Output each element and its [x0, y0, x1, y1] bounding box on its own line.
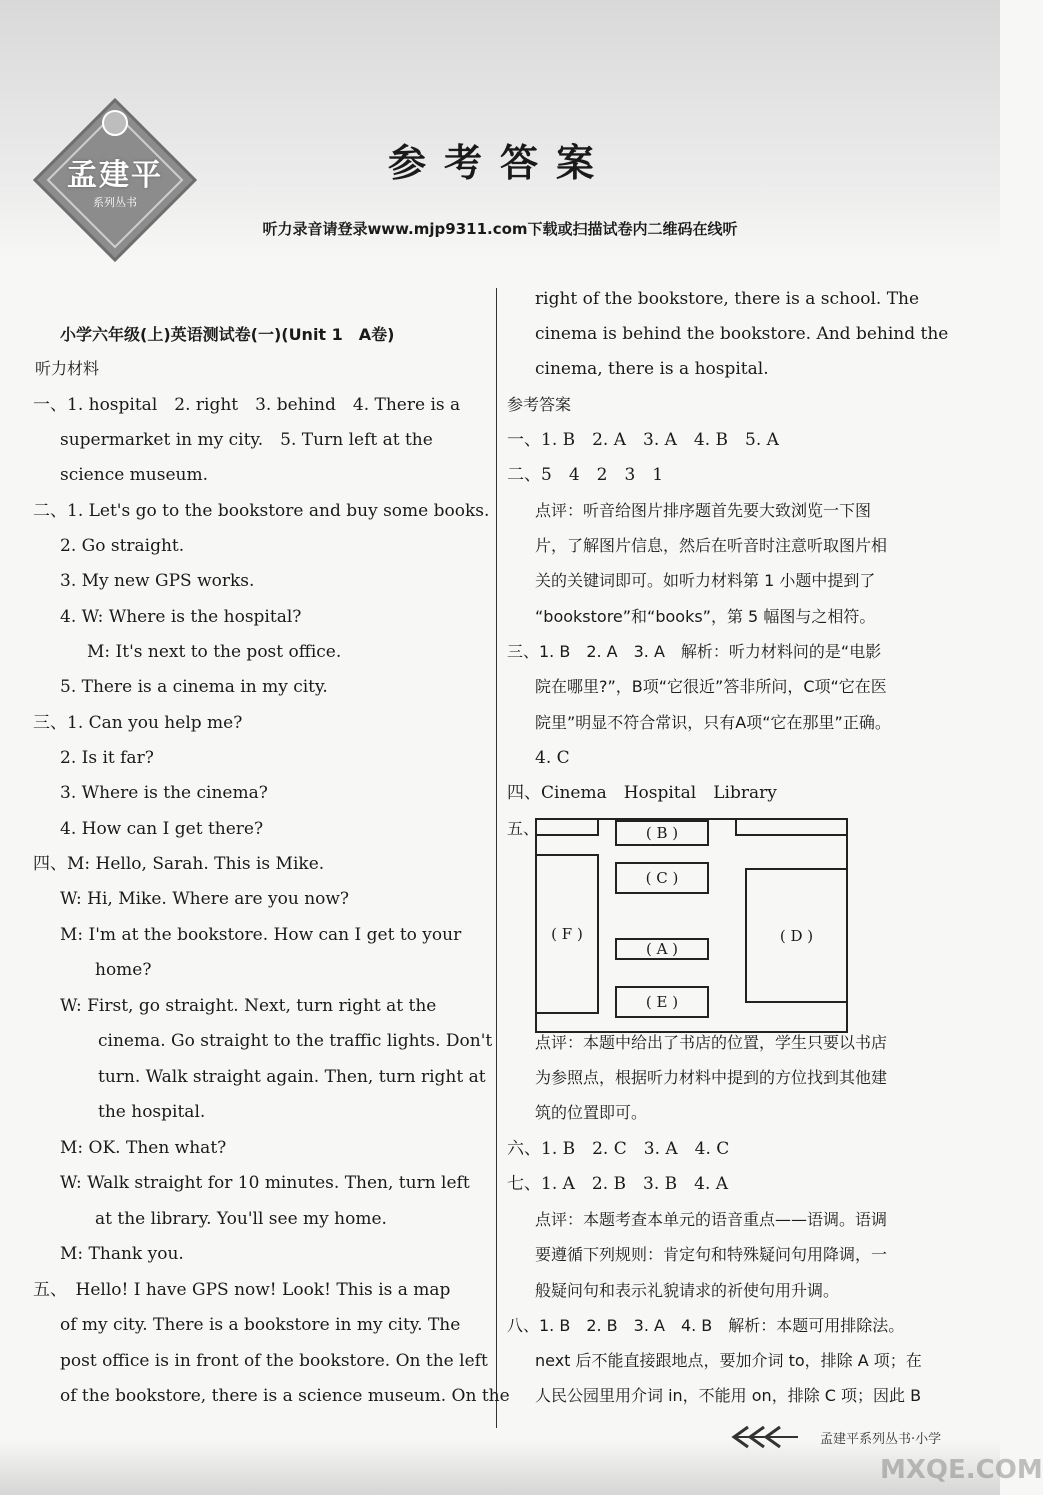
answer-8: next 后不能直接跟地点，要加介词 to，排除 A 项；在: [535, 1351, 922, 1370]
left-line: M: It's next to the post office.: [87, 642, 342, 662]
page-subtitle: 听力录音请登录www.mjp9311.com下载或扫描试卷内二维码在线听: [262, 220, 738, 238]
logo-subtitle: 系列丛书: [93, 196, 137, 209]
diagram-box-c: [615, 862, 709, 894]
left-line: 2. Go straight.: [60, 536, 185, 556]
left-line: cinema. Go straight to the traffic lights. Don't: [98, 1031, 493, 1051]
answer-label: 参考答案: [507, 395, 572, 414]
answer-8: 人民公园里用介词 in，不能用 on，排除 C 项；因此 B: [535, 1386, 922, 1405]
answer-7: 七、1. A 2. B 3. B 4. A: [507, 1174, 729, 1194]
right-line: right of the bookstore, there is a school. The: [535, 289, 920, 309]
answer-3: 4. C: [535, 748, 570, 768]
column-divider: [496, 288, 497, 1428]
left-line: the hospital.: [98, 1102, 206, 1122]
answer-5-label: 五、: [507, 819, 540, 838]
label-f: ( F ): [551, 925, 583, 943]
left-line: turn. Walk straight again. Then, turn right at: [98, 1067, 486, 1087]
watermark: MXQE.COM: [880, 1455, 1043, 1485]
right-line: cinema, there is a hospital.: [535, 359, 769, 379]
diagram-box-f: [535, 854, 599, 1014]
left-line: W: First, go straight. Next, turn right at the: [60, 996, 437, 1016]
comment-2: “bookstore”和“books”，第 5 幅图与之相符。: [535, 607, 876, 626]
answer-3: 三、1. B 2. A 3. A 解析：听力材料问的是“电影: [507, 642, 882, 661]
comment-2: 片，了解图片信息，然后在听音时注意听取图片相: [535, 536, 888, 555]
left-line: of my city. There is a bookstore in my city. The: [60, 1315, 461, 1335]
label-d: ( D ): [779, 926, 814, 945]
diagram-box-d: [745, 868, 848, 1003]
left-line: at the library. You'll see my home.: [95, 1209, 387, 1229]
label-a: ( A ): [645, 940, 679, 958]
label-c: ( C ): [645, 869, 679, 887]
left-line: home?: [95, 960, 152, 980]
answer-3: 院在哪里?”，B项“它很近”答非所问，C项“它在医: [535, 677, 887, 696]
left-line: M: OK. Then what?: [60, 1138, 227, 1158]
left-line: 3. Where is the cinema?: [60, 783, 268, 803]
comment-7: 要遵循下列规则：肯定句和特殊疑问句用降调，一: [535, 1245, 888, 1264]
left-line: 一、1. hospital 2. right 3. behind 4. There is a: [33, 395, 461, 415]
left-line: of the bookstore, there is a science museum. On the: [60, 1386, 510, 1406]
comment-5: 筑的位置即可。: [535, 1103, 648, 1122]
comment-5: 点评：本题中给出了书店的位置，学生只要以书店: [535, 1033, 888, 1052]
left-line: 二、1. Let's go to the bookstore and buy some books.: [33, 501, 490, 521]
left-line: post office is in front of the bookstore. On the left: [60, 1351, 488, 1371]
comment-7: 般疑问句和表示礼貌请求的祈使句用升调。: [535, 1281, 840, 1300]
comment-2: 关的关键词即可。如听力材料第 1 小题中提到了: [535, 571, 876, 590]
logo-name: 孟建平: [67, 158, 163, 193]
comment-2: 点评：听音给图片排序题首先要大致浏览一下图: [535, 501, 872, 520]
left-line: 5. There is a cinema in my city.: [60, 677, 328, 697]
left-line: M: Thank you.: [60, 1244, 184, 1264]
section-title: 小学六年级(上)英语测试卷(一)(Unit 1 A卷): [60, 325, 395, 344]
right-line: cinema is behind the bookstore. And behind the: [535, 324, 949, 344]
left-line: 四、M: Hello, Sarah. This is Mike.: [33, 854, 325, 874]
arrows-icon: [728, 1425, 798, 1449]
answer-3: 院里”明显不符合常识，只有A项“它在那里”正确。: [535, 713, 891, 732]
left-line: W: Hi, Mike. Where are you now?: [60, 889, 350, 909]
answer-6: 六、1. B 2. C 3. A 4. C: [507, 1139, 730, 1159]
left-line: M: I'm at the bookstore. How can I get to your: [60, 925, 462, 945]
left-line: W: Walk straight for 10 minutes. Then, turn left: [60, 1173, 470, 1193]
label-e: ( E ): [645, 993, 679, 1011]
left-line: science museum.: [60, 465, 209, 485]
diagram-box-b: [615, 820, 709, 846]
footer-band: [0, 1440, 1000, 1495]
left-line: 2. Is it far?: [60, 748, 154, 768]
left-line: 4. How can I get there?: [60, 819, 264, 839]
left-line: 三、1. Can you help me?: [33, 713, 243, 733]
diagram-box-e: [615, 986, 709, 1018]
comment-7: 点评：本题考查本单元的语音重点——语调。语调: [535, 1210, 888, 1229]
map-diagram: [535, 818, 848, 1033]
left-line: supermarket in my city. 5. Turn left at the: [60, 430, 433, 450]
page-title: 参考答案: [387, 141, 612, 185]
footer-brand: 孟建平系列丛书·小学: [820, 1432, 942, 1447]
answer-1: 一、1. B 2. A 3. A 4. B 5. A: [507, 430, 779, 450]
material-label: 听力材料: [35, 359, 100, 378]
left-line: 4. W: Where is the hospital?: [60, 607, 302, 627]
answer-8: 八、1. B 2. B 3. A 4. B 解析：本题可用排除法。: [507, 1316, 905, 1335]
diagram-box-a: [615, 938, 709, 960]
answer-4: 四、Cinema Hospital Library: [507, 783, 777, 803]
diagram-box: [735, 818, 848, 836]
comment-5: 为参照点，根据听力材料中提到的方位找到其他建: [535, 1068, 888, 1087]
left-line: 五、 Hello! I have GPS now! Look! This is a map: [33, 1280, 451, 1300]
diagram-box: [535, 818, 599, 836]
left-line: 3. My new GPS works.: [60, 571, 255, 591]
label-b: ( B ): [645, 824, 679, 842]
answer-2: 二、5 4 2 3 1: [507, 465, 664, 485]
